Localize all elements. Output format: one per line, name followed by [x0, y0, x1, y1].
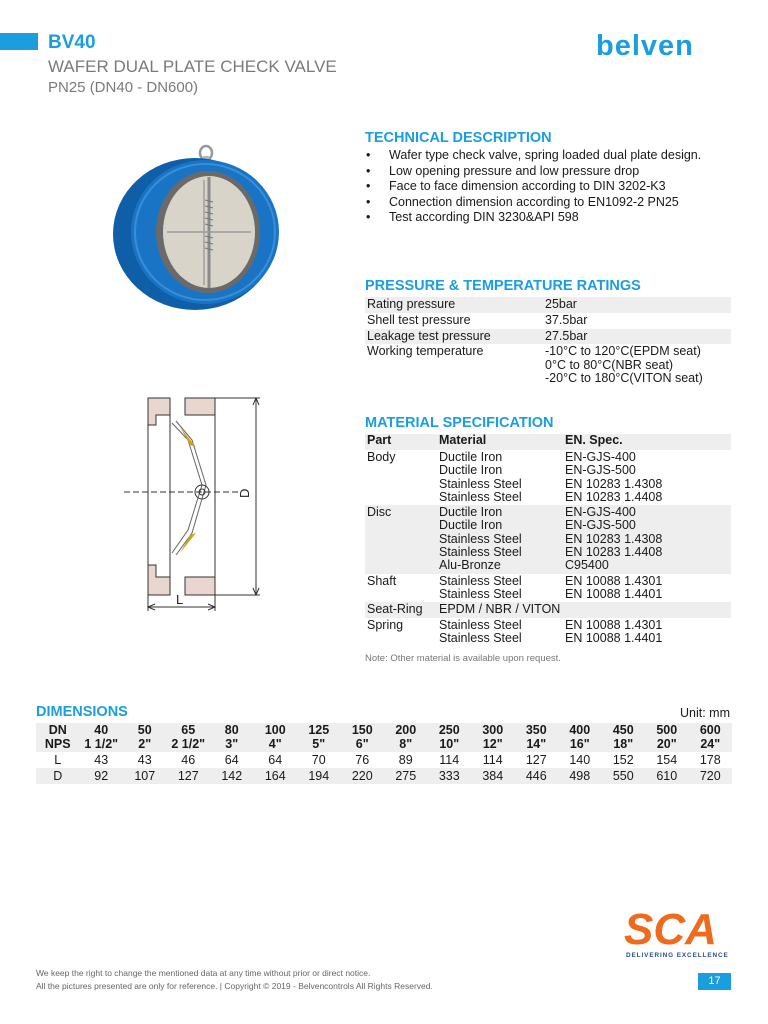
- dn-label: DN: [48, 723, 67, 737]
- list-item: • Wafer type check valve, spring loaded dual plate design.: [366, 148, 736, 164]
- spec-cell: EN 10088 1.4401: [565, 586, 663, 601]
- spec-cell: C95400: [565, 558, 609, 573]
- logo-text: SCA: [624, 906, 717, 954]
- part-name: Body: [367, 450, 396, 464]
- table-row: [365, 602, 731, 617]
- table-row: [365, 618, 731, 647]
- dn-cell: 125: [308, 723, 330, 737]
- nps-cell: 2": [138, 736, 152, 751]
- table-cell: 46: [181, 753, 196, 768]
- nps-cell: 8": [399, 736, 413, 751]
- ratings-table: [365, 297, 731, 387]
- table-cell: 220: [341, 768, 385, 784]
- table-cell: 154: [656, 753, 678, 768]
- rating-value: 37.5bar: [545, 312, 588, 327]
- table-cell: 550: [602, 768, 646, 784]
- material-cell: Stainless Steel: [439, 573, 522, 588]
- product-range: PN25 (DN40 - DN600): [48, 79, 199, 96]
- valve-photo: [105, 140, 295, 315]
- table-cell: 64: [224, 753, 239, 768]
- product-code: BV40: [48, 32, 96, 53]
- spec-cell: EN 10283 1.4408: [565, 489, 663, 504]
- spec-cell: EN-GJS-500: [565, 463, 636, 478]
- logo-tagline: DELIVERING EXCELLENCE: [626, 952, 729, 959]
- table-row: [365, 344, 731, 387]
- material-cell: Alu-Bronze: [439, 558, 501, 573]
- material-cell: Ductile Iron: [439, 518, 503, 533]
- nps-label: NPS: [44, 736, 71, 751]
- dn-cell: 40: [94, 723, 109, 737]
- material-cell: Stainless Steel: [439, 531, 522, 546]
- table-row: [36, 768, 732, 784]
- material-note: Note: Other material is available upon request.: [365, 653, 561, 664]
- spec-cell: EN-GJS-400: [565, 450, 636, 464]
- nps-cell: 20": [656, 736, 677, 751]
- list-item: • Face to face dimension according to DIN 3202-K3: [366, 179, 736, 195]
- table-cell: 43: [137, 753, 152, 768]
- spec-cell: EN 10088 1.4401: [565, 630, 663, 645]
- material-cell: Stainless Steel: [439, 489, 522, 504]
- drawing-label-d: D: [237, 488, 252, 498]
- dn-cell: 65: [181, 723, 196, 737]
- dimensions-title: DIMENSIONS: [36, 704, 128, 720]
- table-row: [365, 313, 731, 329]
- nps-cell: 10": [439, 736, 460, 751]
- nps-cell: 3": [225, 736, 239, 751]
- dn-cell: 300: [482, 723, 504, 737]
- table-cell: 498: [558, 768, 602, 784]
- ratings-title: PRESSURE & TEMPERATURE RATINGS: [365, 278, 641, 294]
- part-name: Seat-Ring: [367, 602, 423, 617]
- page-number: 17: [698, 973, 731, 990]
- dn-cell: 200: [395, 723, 417, 737]
- rating-value: 0°C to 80°C(NBR seat): [545, 357, 674, 372]
- drawing-label-l: L: [176, 592, 184, 607]
- section-drawing: [110, 385, 300, 615]
- rating-label: Leakage test pressure: [367, 328, 491, 343]
- row-label: D: [36, 768, 80, 784]
- row-label: L: [54, 753, 62, 768]
- material-cell: Ductile Iron: [439, 450, 503, 464]
- nps-cell: 18": [613, 736, 634, 751]
- table-cell: 127: [167, 768, 211, 784]
- dn-cell: 50: [137, 723, 152, 737]
- table-cell: 76: [355, 753, 370, 768]
- nps-cell: 14": [526, 736, 547, 751]
- spec-cell: EN-GJS-500: [565, 518, 636, 533]
- technical-title: TECHNICAL DESCRIPTION: [365, 130, 552, 146]
- table-cell: 194: [297, 768, 341, 784]
- rating-label: Rating pressure: [367, 297, 456, 311]
- dn-cell: 600: [699, 723, 721, 737]
- table-cell: 92: [80, 768, 124, 784]
- table-cell: 333: [428, 768, 472, 784]
- list-item: • Test according DIN 3230&API 598: [366, 210, 736, 226]
- table-header: [365, 434, 731, 450]
- footer-line: All the pictures presented are only for reference. | Copyright © 2019 - Belvencontrols All Rights Reserved.: [36, 980, 433, 991]
- table-cell: 275: [384, 768, 428, 784]
- nps-cell: 6": [355, 736, 369, 751]
- sca-logo: [624, 906, 734, 962]
- table-cell: 70: [311, 753, 326, 768]
- material-cell: Stainless Steel: [439, 476, 522, 491]
- table-cell: 140: [569, 753, 591, 768]
- nps-cell: 4": [268, 736, 282, 751]
- material-cell: Stainless Steel: [439, 545, 522, 560]
- header-material: Material: [439, 433, 487, 447]
- spec-cell: EN 10283 1.4408: [565, 545, 663, 560]
- rating-value: -10°C to 120°C(EPDM seat): [545, 344, 701, 359]
- nps-cell: 5": [312, 736, 326, 751]
- part-name: Spring: [367, 617, 404, 632]
- nps-cell: 2 1/2": [171, 736, 206, 751]
- table-row: [365, 450, 731, 505]
- table-row: [36, 723, 732, 752]
- nps-cell: 12": [482, 736, 503, 751]
- list-item: • Low opening pressure and low pressure drop: [366, 164, 736, 180]
- material-cell: Stainless Steel: [439, 617, 522, 632]
- material-cell: Ductile Iron: [439, 505, 503, 520]
- table-cell: 164: [254, 768, 298, 784]
- dn-cell: 350: [525, 723, 547, 737]
- table-row: [365, 297, 731, 313]
- rating-value: 27.5bar: [545, 328, 588, 343]
- material-cell: EPDM / NBR / VITON: [439, 602, 561, 617]
- dimensions-table: [36, 723, 732, 784]
- spec-cell: EN-GJS-400: [565, 505, 636, 520]
- rating-value: -20°C to 180°C(VITON seat): [545, 371, 703, 386]
- product-name: WAFER DUAL PLATE CHECK VALVE: [48, 57, 337, 76]
- table-cell: 446: [515, 768, 559, 784]
- dn-cell: 150: [351, 723, 373, 737]
- table-cell: 114: [482, 753, 503, 768]
- brand-logo: belven: [596, 30, 694, 62]
- dn-cell: 250: [438, 723, 460, 737]
- technical-list: [366, 148, 736, 226]
- table-row: [365, 505, 731, 573]
- material-table: [365, 434, 731, 646]
- table-cell: 89: [398, 753, 413, 768]
- table-row: [36, 752, 732, 768]
- part-name: Disc: [367, 505, 392, 520]
- rating-value: 25bar: [545, 297, 577, 311]
- table-cell: 43: [94, 753, 109, 768]
- table-cell: 142: [210, 768, 254, 784]
- table-cell: 114: [439, 753, 460, 768]
- material-title: MATERIAL SPECIFICATION: [365, 415, 554, 431]
- rating-label: Shell test pressure: [367, 312, 471, 327]
- footer-line: We keep the right to change the mentioned data at any time without prior or direct notice.: [36, 968, 371, 978]
- nps-cell: 1 1/2": [84, 736, 119, 751]
- dn-cell: 450: [612, 723, 634, 737]
- dn-cell: 400: [569, 723, 591, 737]
- rating-label: Working temperature: [367, 344, 484, 359]
- spec-cell: EN 10283 1.4308: [565, 476, 663, 491]
- spec-cell: EN 10283 1.4308: [565, 531, 663, 546]
- spec-cell: EN 10088 1.4301: [565, 617, 663, 632]
- table-cell: 107: [123, 768, 167, 784]
- accent-bar: [0, 33, 38, 50]
- list-item: • Connection dimension according to EN1092-2 PN25: [366, 195, 736, 211]
- table-cell: 152: [612, 753, 634, 768]
- table-cell: 610: [645, 768, 689, 784]
- part-name: Shaft: [367, 573, 397, 588]
- material-cell: Stainless Steel: [439, 630, 522, 645]
- table-row: [365, 329, 731, 345]
- table-cell: 178: [699, 753, 721, 768]
- table-cell: 64: [268, 753, 283, 768]
- spec-cell: EN 10088 1.4301: [565, 573, 663, 588]
- table-cell: 720: [689, 768, 733, 784]
- header-part: Part: [367, 433, 392, 447]
- dn-cell: 500: [656, 723, 678, 737]
- footer-text: [36, 967, 433, 992]
- material-cell: Stainless Steel: [439, 586, 522, 601]
- table-cell: 384: [471, 768, 515, 784]
- dn-cell: 100: [264, 723, 286, 737]
- nps-cell: 16": [569, 736, 590, 751]
- nps-cell: 24": [700, 736, 721, 751]
- dimensions-unit: Unit: mm: [680, 706, 730, 720]
- table-row: [365, 574, 731, 603]
- table-cell: 127: [525, 753, 547, 768]
- header-spec: EN. Spec.: [565, 433, 623, 447]
- material-cell: Ductile Iron: [439, 463, 503, 478]
- dn-cell: 80: [224, 723, 239, 737]
